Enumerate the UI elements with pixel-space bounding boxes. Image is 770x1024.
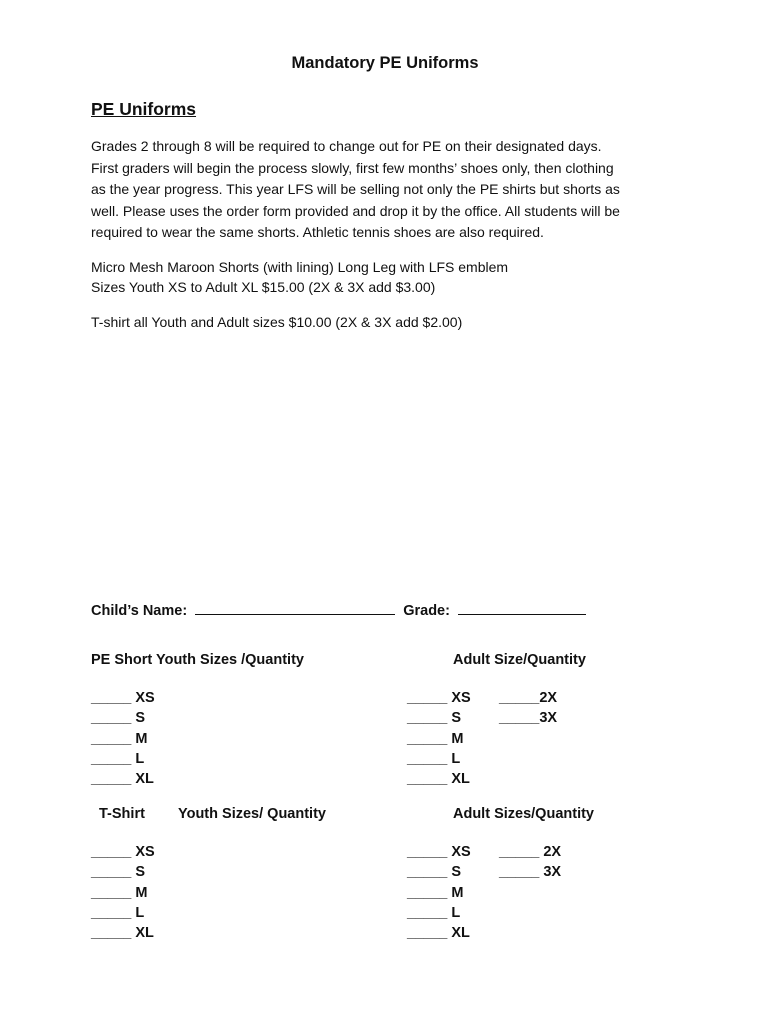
size-row[interactable]: _____ M	[407, 730, 464, 747]
paragraph-line: Grades 2 through 8 will be required to change out for PE on their designated days.	[91, 138, 602, 154]
size-row[interactable]: _____ L	[407, 750, 461, 767]
size-row[interactable]: _____ XL	[407, 925, 470, 942]
child-name-label: Child’s Name:	[91, 603, 188, 619]
page-title: Mandatory PE Uniforms	[291, 54, 479, 72]
size-row[interactable]: _____2X	[499, 690, 558, 706]
child-name-field[interactable]	[195, 600, 395, 615]
shorts-adult-extra-list	[499, 688, 557, 729]
size-row[interactable]: _____ XS	[91, 844, 155, 860]
size-row[interactable]: _____ L	[91, 750, 145, 767]
size-row[interactable]: _____ S	[91, 710, 146, 727]
size-row[interactable]: _____ M	[91, 730, 148, 747]
size-row[interactable]: _____ XS	[407, 844, 471, 860]
size-row[interactable]: _____ M	[407, 884, 464, 901]
shorts-line: Micro Mesh Maroon Shorts (with lining) Long Leg with LFS emblem	[91, 259, 509, 275]
shorts-youth-list	[91, 688, 155, 789]
size-row[interactable]: _____ S	[407, 864, 462, 881]
grade-label: Grade:	[403, 603, 450, 619]
shorts-adult-list	[407, 688, 471, 789]
tshirt-adult-list	[407, 842, 471, 943]
size-row[interactable]: _____ XL	[91, 771, 154, 788]
size-row[interactable]: _____ XS	[91, 690, 155, 706]
size-row[interactable]: _____ S	[91, 864, 146, 881]
tshirt-youth-list	[91, 842, 155, 943]
grade-field[interactable]	[458, 600, 586, 615]
paragraph-line: required to wear the same shorts. Athletic tennis shoes are also required.	[91, 224, 544, 240]
shorts-youth-heading: PE Short Youth Sizes /Quantity	[91, 652, 304, 668]
size-row[interactable]: _____ L	[91, 904, 145, 921]
size-row[interactable]: _____ 3X	[499, 864, 562, 881]
size-row[interactable]: _____ XL	[91, 925, 154, 942]
shorts-price-line: Sizes Youth XS to Adult XL $15.00 (2X & 3X add $3.00)	[91, 279, 436, 295]
tshirt-youth-heading: Youth Sizes/ Quantity	[178, 806, 326, 822]
size-row[interactable]: _____ XS	[407, 690, 471, 706]
tshirt-adult-heading: Adult Sizes/Quantity	[453, 806, 594, 822]
name-grade-row	[91, 600, 586, 619]
paragraph-line: First graders will begin the process slowly, first few months’ shoes only, then clothing	[91, 159, 614, 176]
tshirt-adult-extra-list	[499, 842, 561, 883]
size-row[interactable]: _____3X	[499, 710, 558, 727]
size-row[interactable]: _____ L	[407, 904, 461, 921]
size-row[interactable]: _____ XL	[407, 771, 470, 788]
shorts-description	[91, 257, 508, 297]
size-row[interactable]: _____ S	[407, 710, 462, 727]
paragraph-line: as the year progress. This year LFS will be selling not only the PE shirts but shorts as	[91, 181, 620, 197]
intro-paragraph	[91, 136, 691, 244]
shorts-adult-heading: Adult Size/Quantity	[453, 652, 586, 668]
size-row[interactable]: _____ M	[91, 884, 148, 901]
tshirt-label: T-Shirt	[99, 806, 145, 822]
paragraph-line: well. Please uses the order form provided and drop it by the office. All students will be	[91, 202, 620, 219]
tshirt-price-line: T-shirt all Youth and Adult sizes $10.00 (2X & 3X add $2.00)	[91, 314, 463, 330]
section-heading: PE Uniforms	[91, 99, 197, 119]
size-row[interactable]: _____ 2X	[499, 844, 562, 860]
